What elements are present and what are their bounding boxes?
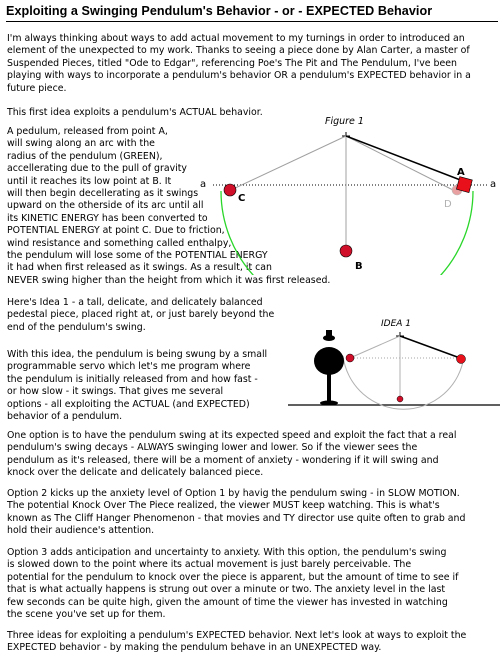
text-line: Option 2 kicks up the anxiety level of Option 1 by havig the pendulum swing - in SLOW MOTION.	[7, 488, 460, 499]
closing-paragraph	[7, 630, 495, 655]
text-line: pedestal piece, placed right at, or just barely beyond the	[7, 309, 275, 321]
text-line: pendulum's swing decays - ALWAYS swinging lower and lower. So if the viewer sees the	[7, 442, 418, 454]
text-line: will then begin decellerating as it swings	[7, 188, 199, 200]
text-line: EXPECTED behavior - by making the pendulum behave in an UNEXPECTED way.	[7, 642, 382, 654]
figure2-caption: IDEA 1	[381, 319, 412, 329]
text-line: the scene you've set up for them.	[7, 609, 166, 621]
point-b-marker	[397, 396, 403, 402]
text-line: options - all exploiting the ACTUAL (and EXPECTED)	[7, 398, 250, 410]
point-c-marker	[346, 354, 354, 362]
text-line: pendulum as it's released, there will be a moment of anxiety - wondering if it will swing and	[7, 454, 439, 466]
text-line: A pedulum, released from point A,	[7, 126, 168, 137]
text-line: element of the unexpected to my work. Thanks to seeing a piece done by Alan Carter, a master of	[7, 45, 470, 57]
text-line: potential for the pendulum to knock over the piece is apparent, but the amount of time to see if	[7, 571, 459, 583]
pendulum-rod	[346, 136, 463, 181]
text-line: accellerating due to the pull of gravity	[7, 163, 187, 175]
text-line: This first idea exploits a pendulum's ACTUAL behavior.	[7, 107, 263, 118]
text-line: that is what actually happens is strung out over a minute or two. The anxiety level in the last	[7, 584, 446, 596]
label-point-c: C	[238, 193, 246, 204]
grey-rod	[231, 136, 346, 190]
text-line: end of the pendulum's swing.	[7, 321, 146, 333]
text-line: programmable servo which let's me program where	[7, 361, 251, 373]
text-line: known as The Cliff Hanger Phenomenon - that movies and TY director use quite often to grab and	[7, 512, 466, 524]
figure1-pendulum-diagram	[195, 110, 504, 275]
intro-paragraph	[7, 33, 495, 95]
text-line: Here's Idea 1 - a tall, delicate, and delicately balanced	[7, 297, 263, 308]
text-line: the pendulum will lose some of the POTENTIAL ENERGY	[7, 250, 268, 262]
text-line: its KINETIC ENERGY has been converted to	[7, 212, 208, 224]
label-point-b: B	[355, 261, 363, 272]
label-a-right: a	[490, 179, 497, 190]
text-line: future piece.	[7, 82, 67, 94]
pendulum-bob	[457, 355, 466, 364]
option3-paragraph	[7, 547, 495, 621]
option2-paragraph	[7, 488, 495, 538]
pedestal-piece	[314, 330, 344, 406]
text-line: knock over the delicate and delicately balanced piece.	[7, 467, 264, 479]
point-b-marker	[340, 245, 352, 257]
swing-arc	[343, 356, 464, 409]
grey-rod	[350, 336, 400, 358]
pendulum-rod	[400, 336, 460, 358]
text-line: will swing along an arc with the	[7, 138, 155, 150]
text-line: One option is to have the pendulum swing at its expected speed and exploit the fact that a real	[7, 430, 457, 441]
text-line: it had when first released as it swings. As a result, it can	[7, 262, 272, 274]
text-line: Three ideas for exploiting a pendulum's EXPECTED behavior. Next let's look at ways to exploit the	[7, 630, 467, 641]
text-line: hold their audience's attention.	[7, 525, 155, 537]
label-point-d: D	[444, 199, 452, 210]
text-line: the pendulum is initially released from and how fast -	[7, 373, 258, 385]
servo-paragraph	[7, 349, 285, 423]
text-line: wind resistance and something called enthalpy,	[7, 237, 232, 249]
pendulum-arc	[221, 191, 473, 275]
text-line: Suspended Pieces, titled "Ode to Edgar", referencing Poe's The Pit and The Pendulum, I've been	[7, 57, 457, 69]
text-line: is slowed down to the point where its actual movement is just barely perceivable. The	[7, 559, 412, 571]
text-line: or how slow - it swings. That gives me several	[7, 386, 224, 398]
text-line: I'm always thinking about ways to add actual movement to my turnings in order to introduced an	[7, 33, 465, 44]
text-line: NEVER swing higher than the height from which it was first released.	[7, 274, 331, 286]
figure1-caption: Figure 1	[325, 116, 364, 127]
text-line: POTENTIAL ENERGY at point C. Due to friction,	[7, 225, 225, 237]
text-line: until it reaches its low point at B. It	[7, 175, 172, 187]
figure2-idea1-diagram	[288, 316, 500, 411]
text-line: Option 3 adds anticipation and uncertainty to anxiety. With this option, the pendulum's swing	[7, 547, 447, 558]
option1-paragraph	[7, 430, 495, 480]
text-line: radius of the pendulum (GREEN),	[7, 150, 163, 162]
idea1-paragraph	[7, 297, 307, 334]
label-a-left: a	[200, 179, 207, 190]
grey-rod	[346, 136, 453, 190]
text-line: upward on the otherside of its arc until all	[7, 200, 204, 212]
page-title: Exploiting a Swinging Pendulum's Behavior - or - EXPECTED Behavior	[6, 4, 498, 22]
text-line: few seconds can be quite high, given the amount of time the viewer has invested in watching	[7, 596, 448, 608]
text-line: With this idea, the pendulum is being swung by a small	[7, 349, 268, 360]
text-line: playing with ways to incorporate a pendulum's behavior OR a pendulum's EXPECTED behavior in a	[7, 70, 471, 82]
text-line: behavior of a pendulum.	[7, 411, 123, 423]
label-point-a: A	[457, 167, 465, 178]
point-c-marker	[224, 184, 236, 196]
text-line: The potential Knock Over The Piece realized, the viewer MUST keep watching. This is what's	[7, 500, 440, 512]
